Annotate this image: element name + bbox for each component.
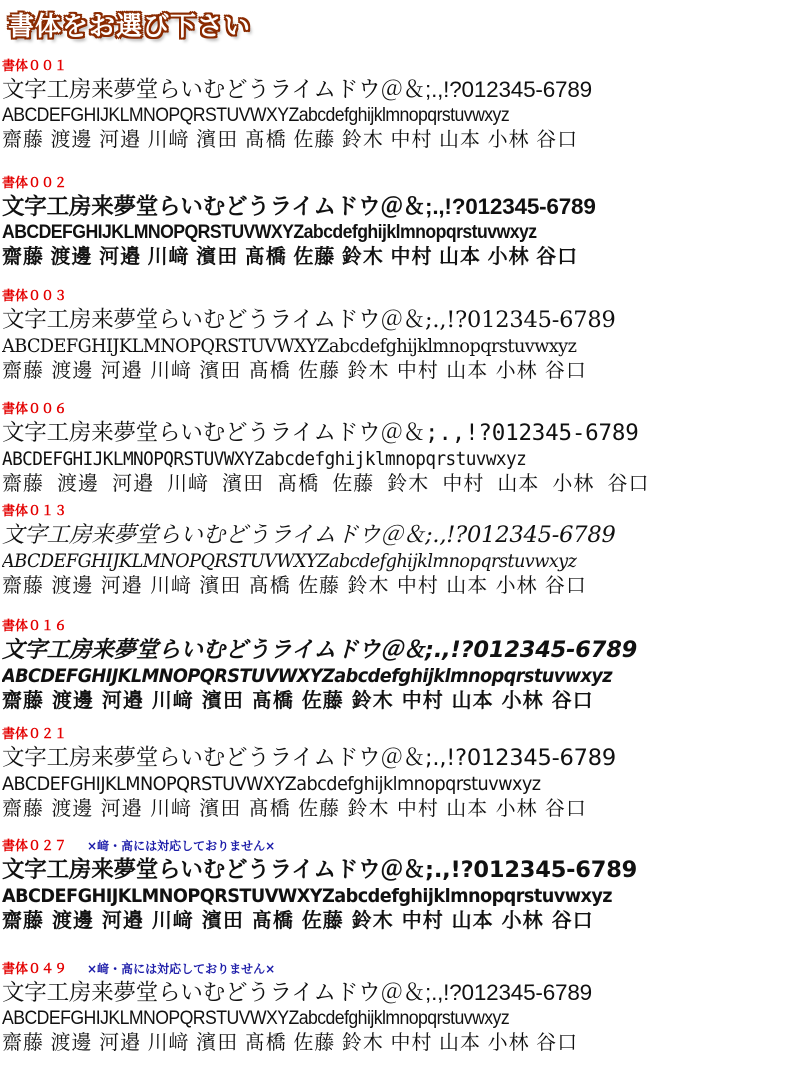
sample-header [2, 838, 800, 855]
sample-line-alphabet: ABCDEFGHIJKLMNOPQRSTUVWXYZabcdefghijklmnopqrstuvwxyz [2, 885, 613, 907]
font-sample-003[interactable] [0, 288, 800, 383]
sample-line-alphabet: ABCDEFGHIJKLMNOPQRSTUVWXYZabcdefghijklmnopqrstuvwxyz [2, 550, 577, 572]
sample-header [2, 401, 800, 418]
sample-header [2, 961, 800, 978]
sample-header [2, 618, 800, 635]
sample-header [2, 58, 800, 75]
font-sample-002[interactable] [0, 175, 800, 270]
font-label: 書体００２ [2, 176, 68, 191]
sample-line-alphabet: ABCDEFGHIJKLMNOPQRSTUVWXYZabcdefghijklmnopqrstuvwxyz [2, 665, 613, 687]
font-label: 書体０４９ [2, 962, 68, 977]
font-sample-016[interactable] [0, 618, 800, 713]
font-sample-013[interactable] [0, 503, 800, 598]
font-sample-006[interactable] [0, 401, 800, 496]
page-title: 書体をお選び下さい [4, 6, 255, 43]
sample-header [2, 726, 800, 743]
font-sample-001[interactable] [0, 58, 800, 153]
sample-line-surnames: 齋藤 渡邊 河邉 川﨑 濱田 髙橋 佐藤 鈴木 中村 山本 小林 谷口 [2, 471, 650, 495]
font-sample-049[interactable] [0, 961, 800, 1056]
sample-line-surnames: 齋藤 渡邊 河邉 川﨑 濱田 髙橋 佐藤 鈴木 中村 山本 小林 谷口 [2, 358, 587, 382]
sample-line-kana-digits: 文字工房来夢堂らいむどうライムドウ＠＆;.,!?012345-6789 [2, 77, 592, 102]
font-label: 書体０２１ [2, 727, 68, 742]
sample-line-alphabet: ABCDEFGHIJKLMNOPQRSTUVWXYZabcdefghijklmnopqrstuvwxyz [2, 105, 510, 126]
font-sample-021[interactable] [0, 726, 800, 821]
font-sample-027[interactable] [0, 838, 800, 933]
sample-line-kana-digits: 文字工房来夢堂らいむどうライムドウ＠＆;.,!?012345-6789 [2, 745, 616, 771]
sample-header [2, 503, 800, 520]
sample-line-alphabet: ABCDEFGHIJKLMNOPQRSTUVWXYZabcdefghijklmnopqrstuvwxyz [2, 773, 541, 795]
sample-line-surnames: 齋藤 渡邊 河邉 川﨑 濱田 髙橋 佐藤 鈴木 中村 山本 小林 谷口 [2, 908, 594, 932]
font-note: ×﨑・髙には対応しておりません× [87, 962, 276, 976]
sample-line-alphabet: ABCDEFGHIJKLMNOPQRSTUVWXYZabcdefghijklmnopqrstuvwxyz [2, 335, 577, 357]
sample-line-alphabet: ABCDEFGHIJKLMNOPQRSTUVWXYZabcdefghijklmnopqrstuvwxyz [2, 448, 527, 470]
sample-line-surnames: 齋藤 渡邊 河邉 川﨑 濱田 髙橋 佐藤 鈴木 中村 山本 小林 谷口 [2, 688, 594, 712]
sample-line-alphabet: ABCDEFGHIJKLMNOPQRSTUVWXYZabcdefghijklmnopqrstuvwxyz [2, 1008, 510, 1029]
font-label: 書体０１６ [2, 619, 68, 634]
sample-header [2, 175, 800, 192]
font-label: 書体００１ [2, 59, 68, 74]
sample-line-kana-digits: 文字工房来夢堂らいむどうライムドウ＠＆;.,!?012345-6789 [2, 194, 596, 219]
sample-line-alphabet: ABCDEFGHIJKLMNOPQRSTUVWXYZabcdefghijklmnopqrstuvwxyz [2, 222, 537, 243]
sample-line-kana-digits: 文字工房来夢堂らいむどうライムドウ＠＆;.,!?012345-6789 [2, 420, 639, 446]
sample-line-surnames: 齋藤 渡邊 河邉 川﨑 濱田 髙橋 佐藤 鈴木 中村 山本 小林 谷口 [2, 1032, 579, 1054]
font-label: 書体０２７ [2, 839, 68, 854]
sample-line-kana-digits: 文字工房来夢堂らいむどうライムドウ＠＆;.,!?012345-6789 [2, 307, 616, 333]
sample-line-kana-digits: 文字工房来夢堂らいむどうライムドウ＠＆;.,!?012345-6789 [2, 522, 616, 548]
font-label: 書体０１３ [2, 504, 68, 519]
sample-header [2, 288, 800, 305]
sample-line-kana-digits: 文字工房来夢堂らいむどうライムドウ＠＆;.,!?012345-6789 [2, 980, 592, 1005]
sample-line-surnames: 齋藤 渡邊 河邉 川﨑 濱田 髙橋 佐藤 鈴木 中村 山本 小林 谷口 [2, 796, 587, 820]
font-label: 書体００３ [2, 289, 68, 304]
sample-line-kana-digits: 文字工房来夢堂らいむどうライムドウ＠＆;.,!?012345-6789 [2, 637, 638, 663]
sample-line-kana-digits: 文字工房来夢堂らいむどうライムドウ＠＆;.,!?012345-6789 [2, 857, 638, 883]
page-header [0, 0, 255, 44]
font-label: 書体００６ [2, 402, 68, 417]
sample-line-surnames: 齋藤 渡邊 河邉 川﨑 濱田 髙橋 佐藤 鈴木 中村 山本 小林 谷口 [2, 573, 587, 597]
font-note: ×﨑・髙には対応しておりません× [87, 839, 276, 853]
sample-line-surnames: 齋藤 渡邊 河邉 川﨑 濱田 髙橋 佐藤 鈴木 中村 山本 小林 谷口 [2, 129, 579, 151]
sample-line-surnames: 齋藤 渡邊 河邉 川﨑 濱田 髙橋 佐藤 鈴木 中村 山本 小林 谷口 [2, 246, 579, 268]
